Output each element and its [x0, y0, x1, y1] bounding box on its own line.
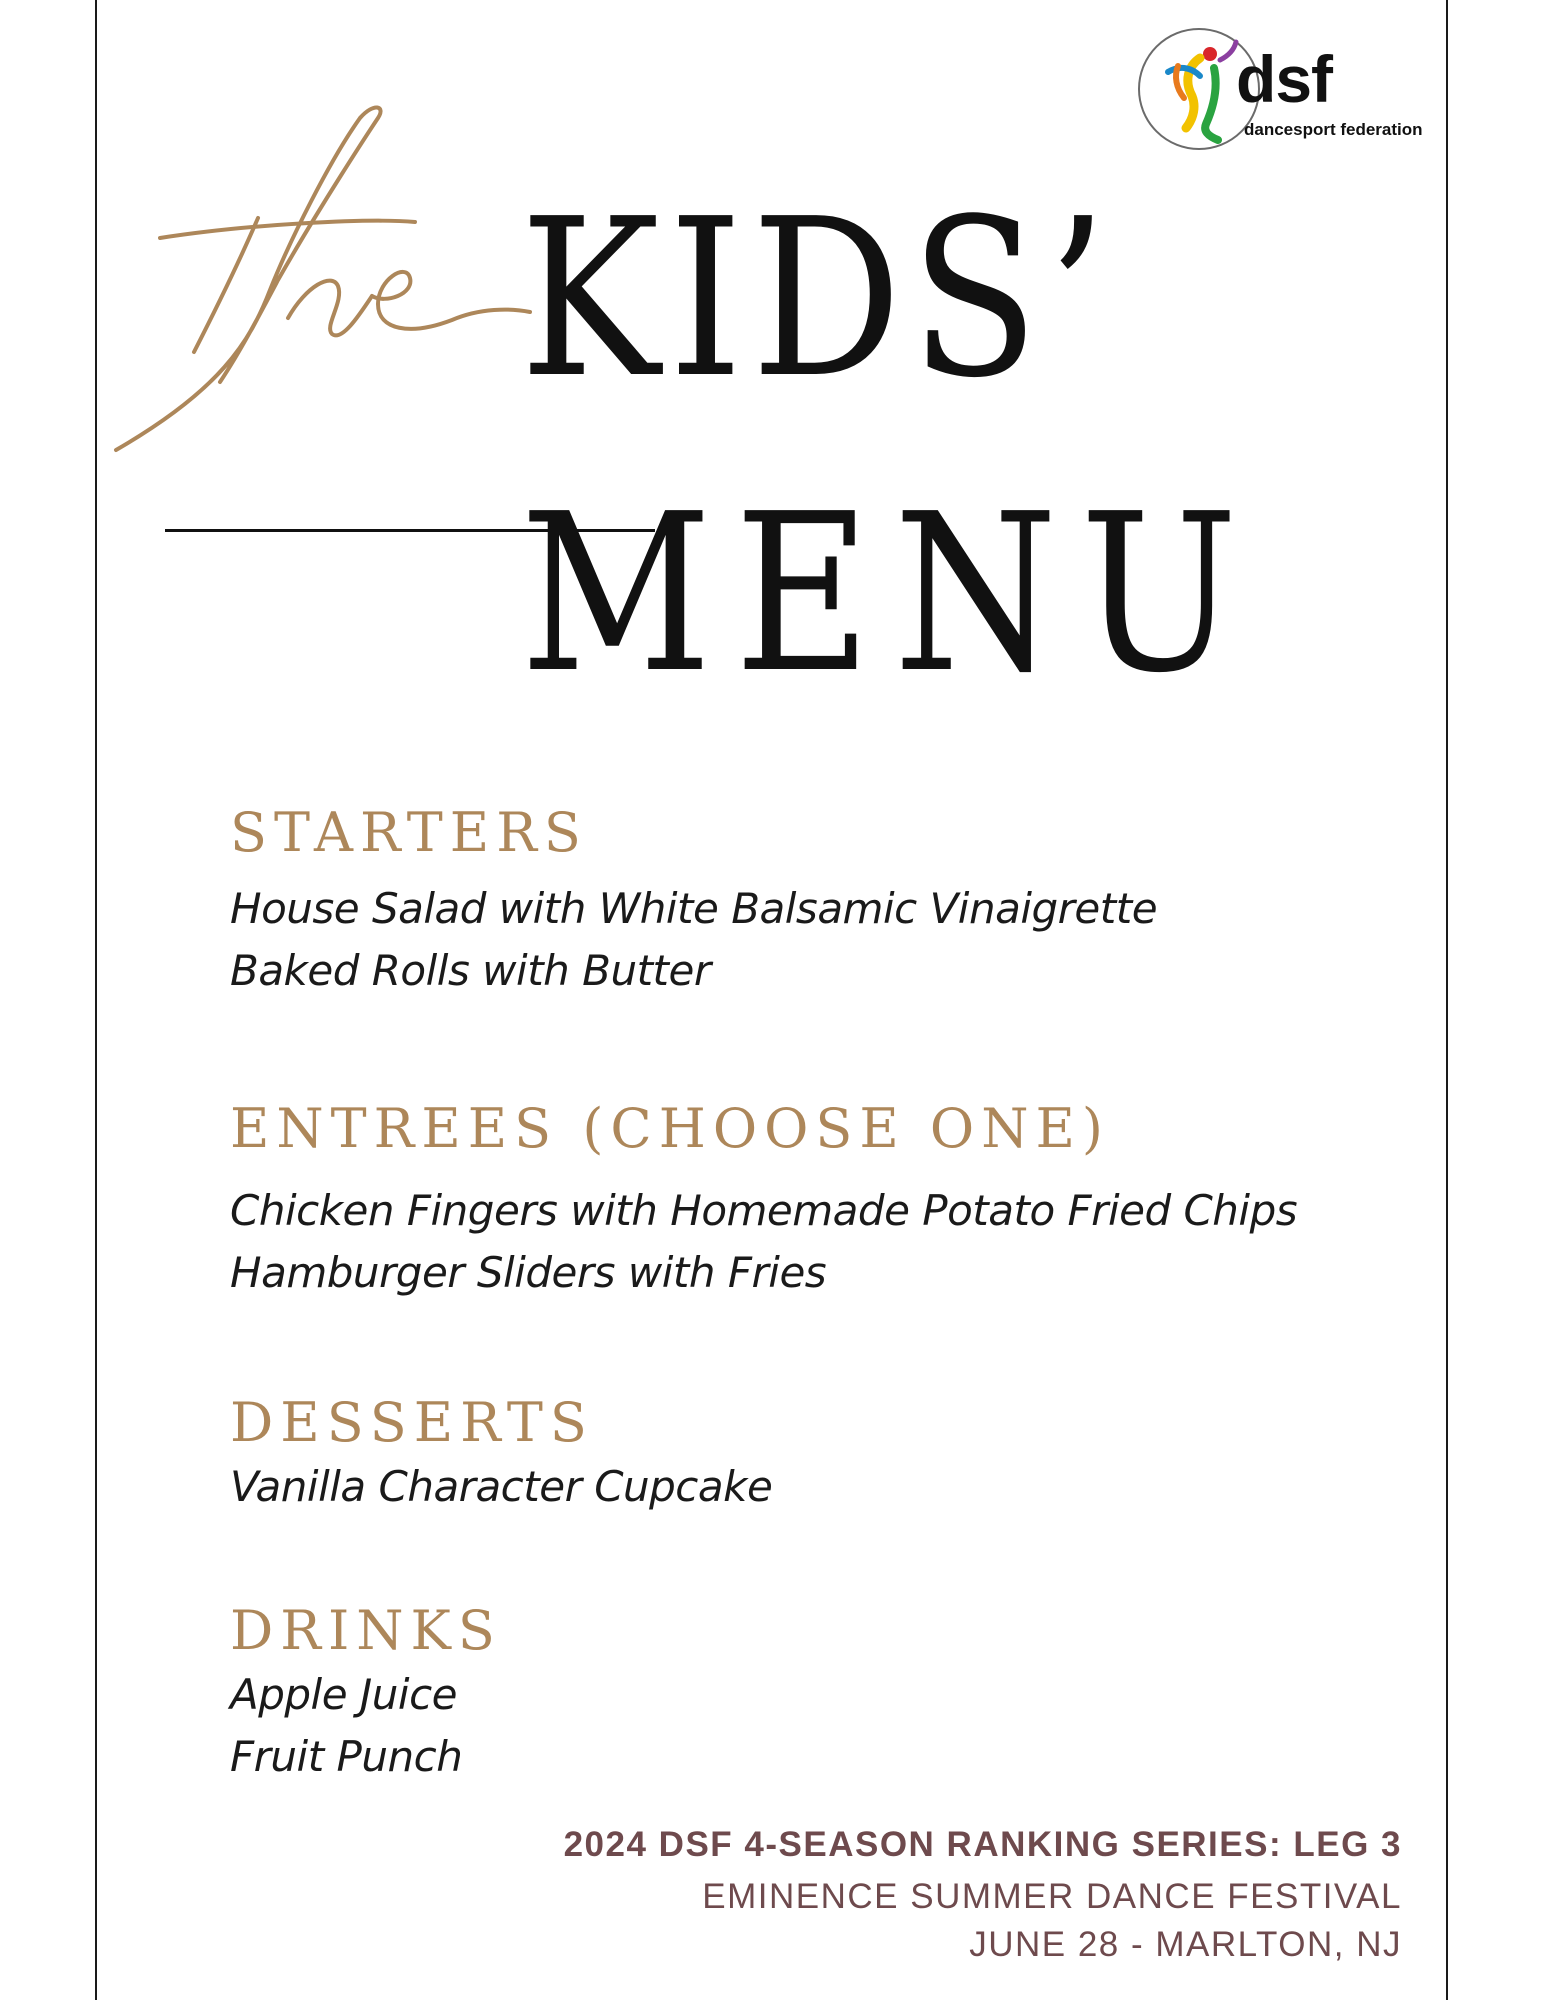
section-heading: DRINKS [230, 1599, 502, 1662]
footer-date-location: JUNE 28 - MARLTON, NJ [969, 1925, 1402, 1964]
section-heading: STARTERS [230, 801, 588, 864]
menu-item: Hamburger Sliders with Fries [230, 1248, 827, 1297]
frame-left-border [95, 0, 97, 2000]
menu-item: Vanilla Character Cupcake [230, 1462, 773, 1511]
dancer-figure-icon [1148, 36, 1248, 146]
footer-series: 2024 DSF 4-SEASON RANKING SERIES: LEG 3 [563, 1825, 1402, 1864]
dsf-logo [1138, 28, 1423, 154]
the-script-lettering [110, 90, 580, 470]
section-drinks [230, 1598, 502, 1788]
section-entrees [230, 1096, 1297, 1304]
menu-item: Apple Juice [230, 1670, 458, 1719]
section-heading: ENTREES (CHOOSE ONE) [230, 1097, 1110, 1160]
title-kids: KIDS’ [520, 173, 1116, 426]
logo-abbreviation: dsf [1236, 42, 1332, 116]
menu-item: Chicken Fingers with Homemade Potato Fried Chips [230, 1186, 1298, 1235]
footer-event: EMINENCE SUMMER DANCE FESTIVAL [702, 1877, 1402, 1916]
section-starters [230, 800, 1157, 1002]
title-menu: MENU [520, 468, 1261, 721]
menu-item: Fruit Punch [230, 1732, 463, 1781]
frame-right-border [1446, 0, 1448, 2000]
section-desserts [230, 1390, 772, 1518]
section-heading: DESSERTS [230, 1391, 594, 1454]
menu-item: House Salad with White Balsamic Vinaigrette [230, 884, 1158, 933]
menu-item: Baked Rolls with Butter [230, 946, 711, 995]
logo-organization-name: dancesport federation [1244, 120, 1423, 139]
